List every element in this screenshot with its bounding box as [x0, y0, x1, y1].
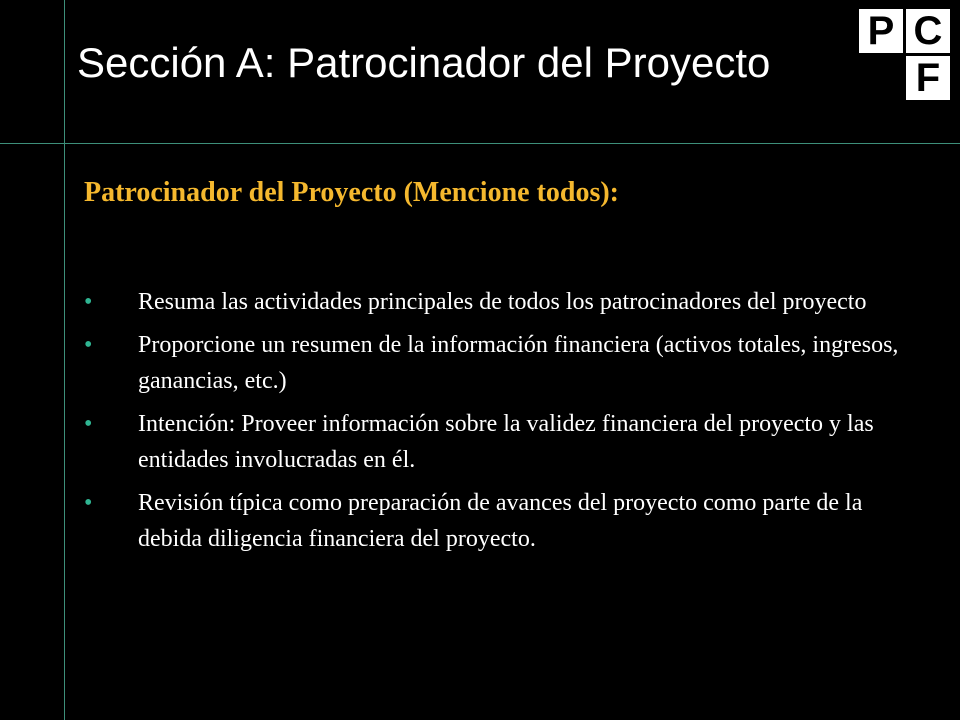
bullet-item [84, 406, 904, 478]
bullet-icon: • [84, 289, 93, 315]
pcf-logo [850, 0, 960, 112]
bullet-list [84, 284, 904, 564]
section-subtitle: Patrocinador del Proyecto (Mencione todos): [84, 177, 620, 208]
bullet-text: Revisión típica como preparación de avances del proyecto como parte de la debida diligencia financiera del proyecto. [138, 490, 863, 552]
horizontal-rule-line [0, 143, 960, 144]
bullet-text: Intención: Proveer información sobre la validez financiera del proyecto y las entidades involucradas en él. [138, 411, 874, 473]
bullet-icon: • [84, 411, 93, 437]
bullet-item [84, 485, 904, 557]
bullet-icon: • [84, 490, 93, 516]
logo-letter-c: C [906, 9, 950, 53]
bullet-text: Resuma las actividades principales de todos los patrocinadores del proyecto [138, 289, 867, 315]
bullet-text: Proporcione un resumen de la información financiera (activos totales, ingresos, ganancias, etc.) [138, 332, 899, 394]
bullet-icon: • [84, 332, 93, 358]
bullet-item [84, 327, 904, 399]
slide-title: Sección A: Patrocinador del Proyecto [77, 39, 771, 86]
logo-letter-p: P [859, 9, 903, 53]
bullet-item [84, 284, 904, 320]
logo-letter-f: F [906, 56, 950, 100]
vertical-rule-line [64, 0, 65, 720]
